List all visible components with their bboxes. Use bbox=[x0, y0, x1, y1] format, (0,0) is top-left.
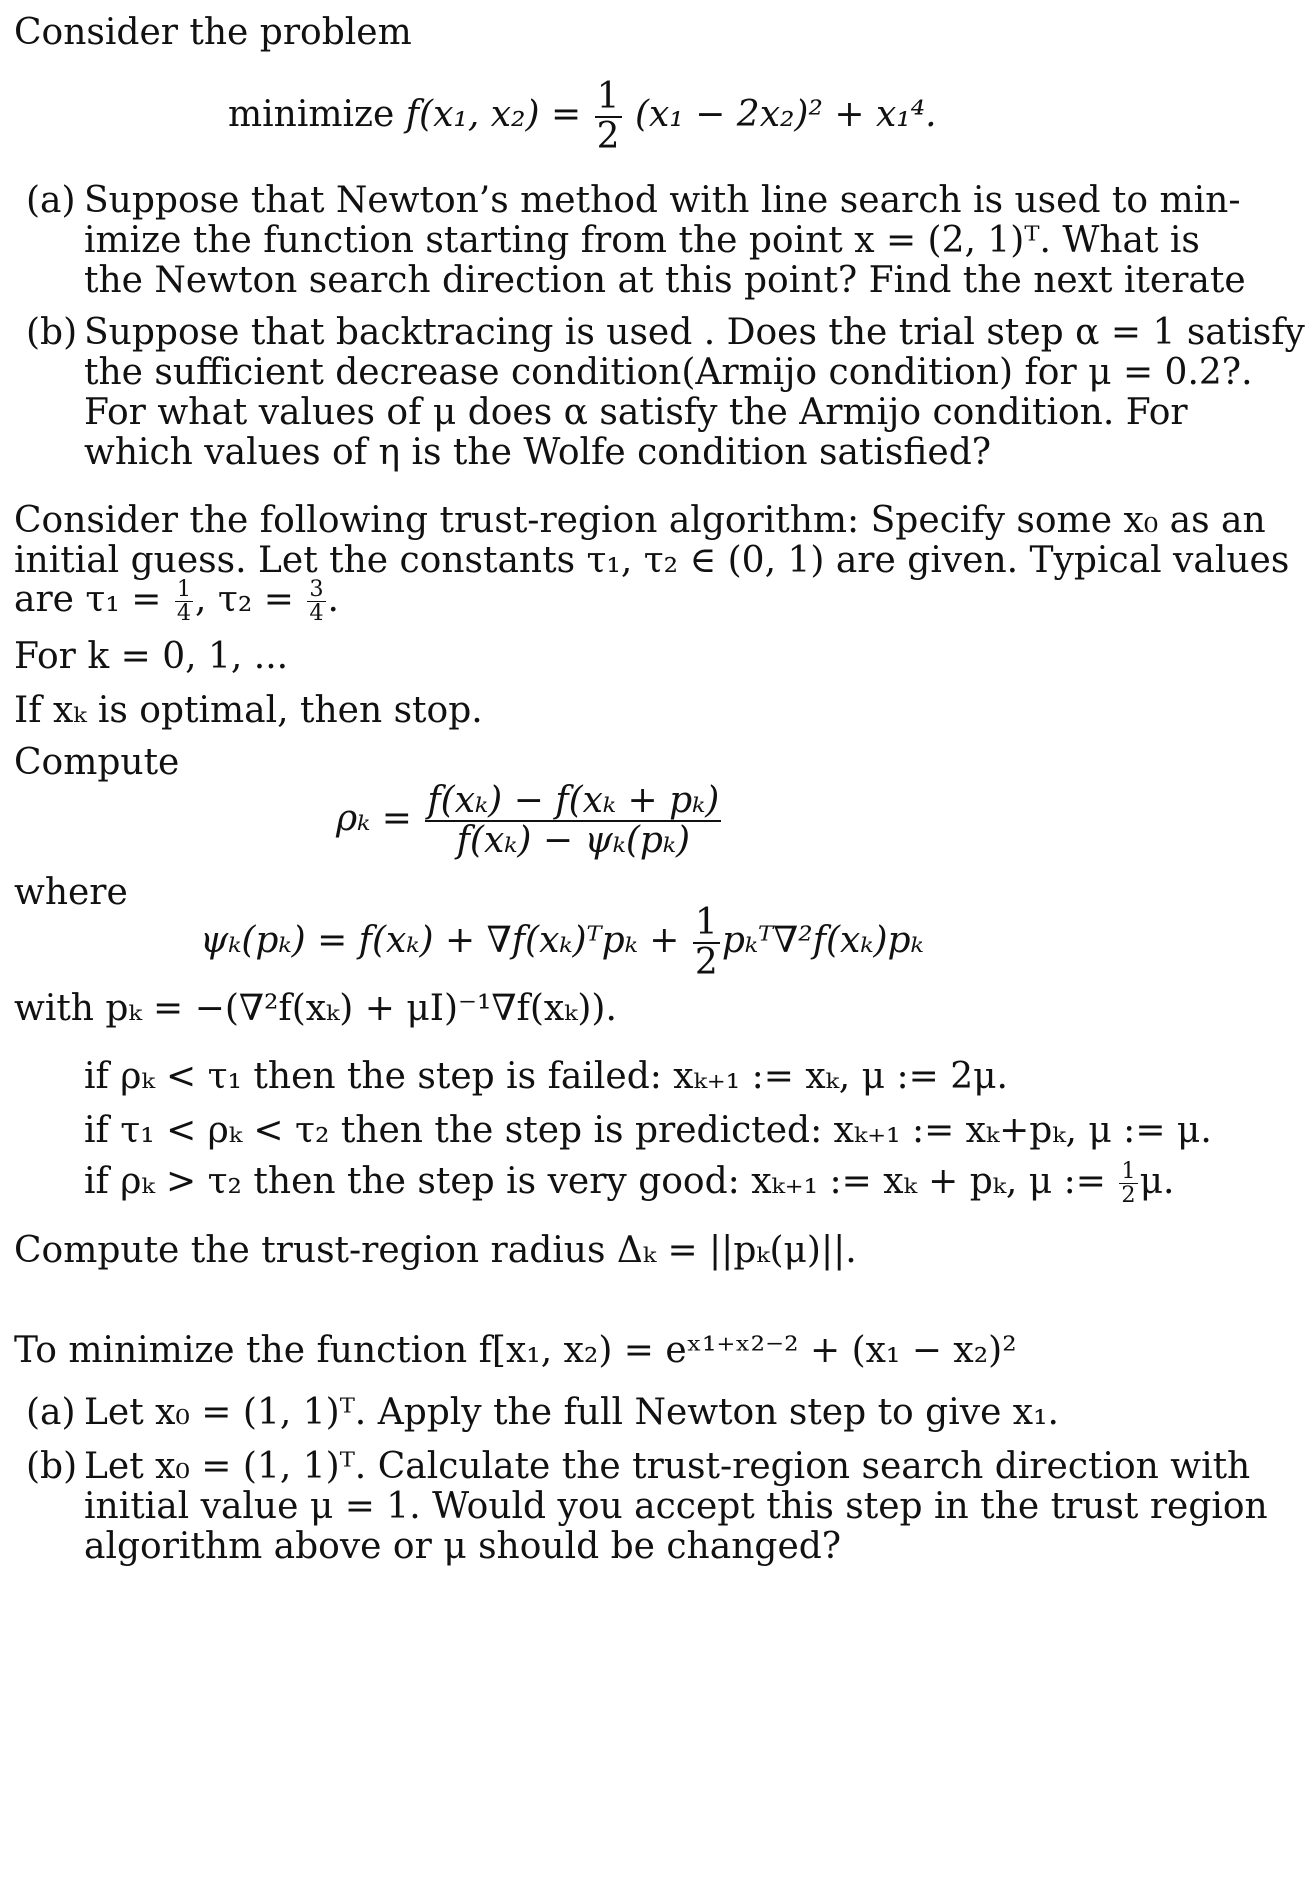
part1-a-line-1: Suppose that Newton’s method with line search is used to min- bbox=[84, 180, 1241, 221]
part1-a-line-2: imize the function starting from the point x = (2, 1)ᵀ. What is bbox=[84, 220, 1200, 261]
part3-a-label: (a) bbox=[26, 1392, 76, 1433]
part3-a-line: Let x₀ = (1, 1)ᵀ. Apply the full Newton step to give x₁. bbox=[84, 1392, 1059, 1433]
psi-lhs: ψₖ(pₖ) = f(xₖ) + ∇f(xₖ)ᵀpₖ + bbox=[200, 919, 680, 961]
trust-line-2: initial guess. Let the constants τ₁, τ₂ ∈ (0, 1) are given. Typical values bbox=[14, 540, 1290, 581]
minimize-keyword: minimize bbox=[228, 93, 395, 135]
part1-b-line-4: which values of η is the Wolfe condition satisfied? bbox=[84, 432, 992, 473]
psi-equation bbox=[200, 904, 924, 982]
problem-equation bbox=[228, 78, 937, 156]
part3-b-line-3: algorithm above or μ should be changed? bbox=[84, 1526, 842, 1567]
equals-sign: = bbox=[550, 93, 582, 135]
if-optimal-line: If xₖ is optimal, then stop. bbox=[14, 690, 483, 731]
objective-rhs: (x₁ − 2x₂)² + x₁⁴. bbox=[634, 93, 937, 135]
tau-values-prefix: are τ₁ = bbox=[14, 578, 162, 620]
rule3-half-fraction: $\frac{1}{2}$ bbox=[1121, 1158, 1136, 1209]
where-label: where bbox=[14, 872, 128, 913]
part1-b-label: (b) bbox=[26, 312, 78, 353]
objective-lhs: f(x₁, x₂) bbox=[405, 93, 540, 135]
part1-b-line-2: the sufficient decrease condition(Armijo condition) for μ = 0.2?. bbox=[84, 352, 1253, 393]
half-fraction: $\frac{1}{2}$ bbox=[596, 76, 620, 157]
part1-b-line-1: Suppose that backtracing is used . Does the trial step α = 1 satisfy bbox=[84, 312, 1305, 353]
part3-b-line-1: Let x₀ = (1, 1)ᵀ. Calculate the trust-region search direction with bbox=[84, 1446, 1251, 1487]
rho-equation bbox=[336, 782, 723, 860]
part1-a-label: (a) bbox=[26, 180, 76, 221]
rho-numerator: f(xₖ) − f(xₖ + pₖ) bbox=[427, 780, 720, 821]
intro-text: Consider the problem bbox=[14, 12, 412, 53]
tau2-fraction: $\frac{3}{4}$ bbox=[309, 576, 324, 627]
trust-line-3: are τ₁ = $\frac{1}{4}$ , τ₂ = $\frac{3}{4}$ . bbox=[14, 576, 339, 627]
psi-half-fraction: $\frac{1}{2}$ bbox=[694, 902, 718, 983]
rule-predicted: if τ₁ < ρₖ < τ₂ then the step is predicted: xₖ₊₁ := xₖ+pₖ, μ := μ. bbox=[84, 1110, 1212, 1151]
with-p-line: with pₖ = −(∇²f(xₖ) + μI)⁻¹∇f(xₖ)). bbox=[14, 988, 617, 1029]
part3-intro: To minimize the function f[x₁, x₂) = eˣ¹⁺ˣ²⁻² + (x₁ − x₂)² bbox=[14, 1330, 1017, 1371]
rule-very-good: if ρₖ > τ₂ then the step is very good: xₖ₊₁ := xₖ + pₖ, μ := $\frac{1}{2}$ μ. bbox=[84, 1158, 1175, 1209]
tau1-fraction: $\frac{1}{4}$ bbox=[176, 576, 192, 627]
rho-denominator: f(xₖ) − ψₖ(pₖ) bbox=[456, 819, 691, 861]
for-k-line: For k = 0, 1, ... bbox=[14, 636, 289, 677]
part1-a-line-3: the Newton search direction at this point? Find the next iterate bbox=[84, 260, 1246, 301]
part3-b-label: (b) bbox=[26, 1446, 78, 1487]
compute-label: Compute bbox=[14, 742, 180, 783]
part3-b-line-2: initial value μ = 1. Would you accept this step in the trust region bbox=[84, 1486, 1268, 1527]
rho-lhs: ρₖ = bbox=[336, 797, 412, 839]
rho-fraction bbox=[425, 782, 721, 860]
psi-rhs: pₖᵀ∇²f(xₖ)pₖ bbox=[721, 919, 924, 961]
rule-failed: if ρₖ < τ₁ then the step is failed: xₖ₊₁ := xₖ, μ := 2μ. bbox=[84, 1056, 1008, 1097]
trust-radius-line: Compute the trust-region radius Δₖ = ||pₖ(μ)||. bbox=[14, 1230, 857, 1271]
trust-line-1: Consider the following trust-region algorithm: Specify some x₀ as an bbox=[14, 500, 1266, 541]
part1-b-line-3: For what values of μ does α satisfy the Armijo condition. For bbox=[84, 392, 1188, 433]
